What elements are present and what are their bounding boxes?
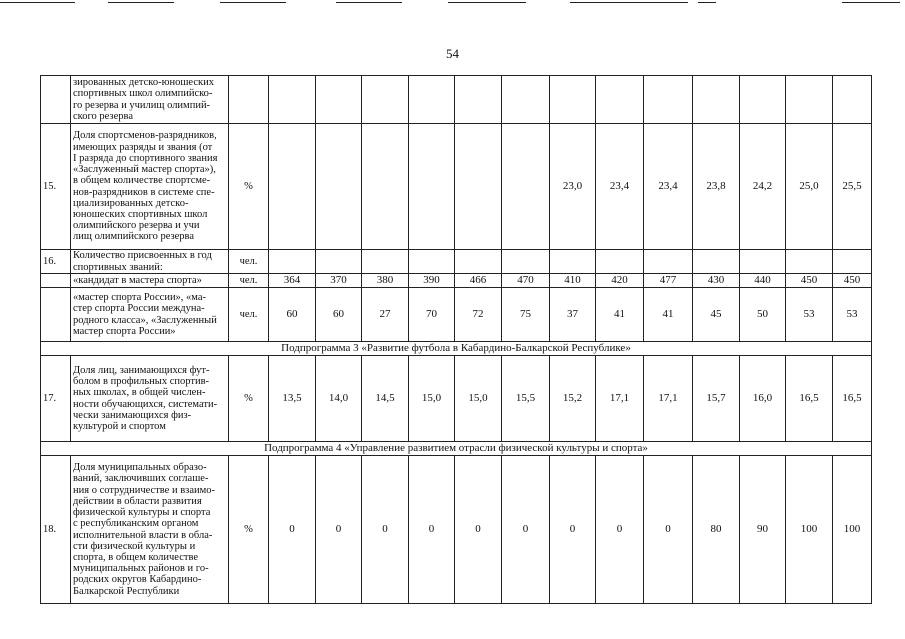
value-cell: 25,5 — [833, 124, 872, 250]
table-row — [41, 456, 872, 604]
value-cell — [316, 124, 362, 250]
value-cell — [550, 250, 596, 274]
unit-cell: % — [229, 124, 269, 250]
indicator-description: Доля муниципальных образо- ваний, заключивших соглаше- ния о сотрудничестве и взаимо- действии в области развития физической культуры и спорта с республиканским органом исполнительной власти в обла- сти физической культуры и спорта, в общем количестве муниципальных районов и го- родских округов Кабардино- Балкарской Республики — [71, 456, 229, 604]
value-cell: 15,0 — [409, 356, 455, 442]
value-cell: 17,1 — [596, 356, 644, 442]
value-cell: 75 — [502, 288, 550, 342]
table-row — [41, 250, 872, 274]
value-cell: 15,0 — [455, 356, 502, 442]
value-cell: 466 — [455, 274, 502, 288]
value-cell: 27 — [362, 288, 409, 342]
value-cell: 45 — [693, 288, 740, 342]
value-cell — [596, 76, 644, 124]
value-cell: 23,0 — [550, 124, 596, 250]
value-cell: 53 — [786, 288, 833, 342]
value-cell — [740, 250, 786, 274]
top-border-line — [698, 2, 716, 3]
top-border-line — [336, 2, 402, 3]
value-cell — [693, 250, 740, 274]
value-cell: 0 — [550, 456, 596, 604]
value-cell: 23,8 — [693, 124, 740, 250]
value-cell: 0 — [502, 456, 550, 604]
value-cell: 477 — [644, 274, 693, 288]
value-cell: 15,2 — [550, 356, 596, 442]
value-cell — [455, 124, 502, 250]
value-cell: 72 — [455, 288, 502, 342]
row-number — [41, 274, 71, 288]
subprogram-title: Подпрограмма 4 «Управление развитием отрасли физической культуры и спорта» — [41, 442, 872, 456]
value-cell: 16,5 — [833, 356, 872, 442]
table-row — [41, 274, 872, 288]
value-cell: 0 — [316, 456, 362, 604]
value-cell: 0 — [269, 456, 316, 604]
value-cell: 14,0 — [316, 356, 362, 442]
value-cell — [269, 250, 316, 274]
value-cell: 364 — [269, 274, 316, 288]
value-cell: 450 — [833, 274, 872, 288]
table-row — [41, 356, 872, 442]
value-cell: 60 — [269, 288, 316, 342]
value-cell — [409, 124, 455, 250]
top-border-line — [448, 2, 526, 3]
value-cell: 60 — [316, 288, 362, 342]
value-cell: 440 — [740, 274, 786, 288]
unit-cell: чел. — [229, 288, 269, 342]
indicator-description: Доля лиц, занимающихся фут- болом в профильных спортив- ных школах, в общей числен- ности обучающихся, системати- чески занимающихся физ- культурой и спортом — [71, 356, 229, 442]
subprogram-row — [41, 442, 872, 456]
value-cell: 17,1 — [644, 356, 693, 442]
value-cell — [502, 250, 550, 274]
top-border-line — [570, 2, 688, 3]
unit-cell: чел. — [229, 274, 269, 288]
unit-cell: % — [229, 356, 269, 442]
top-border-line — [108, 2, 174, 3]
value-cell: 25,0 — [786, 124, 833, 250]
top-border-line — [842, 2, 900, 3]
value-cell — [455, 76, 502, 124]
value-cell: 0 — [644, 456, 693, 604]
value-cell: 13,5 — [269, 356, 316, 442]
value-cell: 450 — [786, 274, 833, 288]
value-cell — [409, 250, 455, 274]
value-cell: 100 — [786, 456, 833, 604]
value-cell: 410 — [550, 274, 596, 288]
table-row — [41, 76, 872, 124]
row-number — [41, 288, 71, 342]
value-cell — [362, 250, 409, 274]
indicator-description: Количество присвоенных в год спортивных званий: — [71, 250, 229, 274]
value-cell: 50 — [740, 288, 786, 342]
value-cell: 41 — [644, 288, 693, 342]
value-cell — [316, 76, 362, 124]
value-cell: 15,7 — [693, 356, 740, 442]
indicator-description: «кандидат в мастера спорта» — [71, 274, 229, 288]
value-cell: 0 — [409, 456, 455, 604]
value-cell: 90 — [740, 456, 786, 604]
value-cell — [644, 250, 693, 274]
value-cell — [502, 76, 550, 124]
value-cell — [269, 76, 316, 124]
value-cell: 80 — [693, 456, 740, 604]
value-cell — [409, 76, 455, 124]
row-number: 16. — [41, 250, 71, 274]
value-cell: 420 — [596, 274, 644, 288]
value-cell: 100 — [833, 456, 872, 604]
unit-cell: % — [229, 456, 269, 604]
value-cell: 53 — [833, 288, 872, 342]
unit-cell — [229, 76, 269, 124]
value-cell: 380 — [362, 274, 409, 288]
value-cell: 390 — [409, 274, 455, 288]
value-cell: 16,5 — [786, 356, 833, 442]
value-cell — [362, 124, 409, 250]
value-cell: 14,5 — [362, 356, 409, 442]
value-cell: 0 — [596, 456, 644, 604]
indicators-table — [40, 75, 872, 604]
value-cell — [455, 250, 502, 274]
value-cell — [362, 76, 409, 124]
value-cell — [786, 76, 833, 124]
value-cell — [786, 250, 833, 274]
top-border-line — [0, 2, 75, 3]
value-cell — [502, 124, 550, 250]
value-cell: 24,2 — [740, 124, 786, 250]
value-cell: 470 — [502, 274, 550, 288]
row-number: 18. — [41, 456, 71, 604]
value-cell: 16,0 — [740, 356, 786, 442]
indicator-description: зированных детско-юношеских спортивных школ олимпийско- го резерва и училищ олимпий- ского резерва — [71, 76, 229, 124]
table-row — [41, 288, 872, 342]
value-cell — [644, 76, 693, 124]
subprogram-title: Подпрограмма 3 «Развитие футбола в Кабардино-Балкарской Республике» — [41, 342, 872, 356]
indicator-description: Доля спортсменов-разрядников, имеющих разряды и звания (от I разряда до спортивного звания «Заслуженный мастер спорта»), в общем количестве спортсме- нов-разрядников в системе спе- циализированных детско- юношеских спортивных школ олимпийского резерва и учи лищ олимпийского резерва — [71, 124, 229, 250]
value-cell: 70 — [409, 288, 455, 342]
value-cell: 0 — [455, 456, 502, 604]
value-cell — [693, 76, 740, 124]
value-cell: 23,4 — [644, 124, 693, 250]
top-border-line — [220, 2, 286, 3]
row-number — [41, 76, 71, 124]
value-cell — [269, 124, 316, 250]
value-cell — [550, 76, 596, 124]
row-number: 15. — [41, 124, 71, 250]
row-number: 17. — [41, 356, 71, 442]
value-cell: 23,4 — [596, 124, 644, 250]
table-row — [41, 124, 872, 250]
value-cell: 430 — [693, 274, 740, 288]
value-cell — [833, 76, 872, 124]
indicator-description: «мастер спорта России», «ма- стер спорта России междуна- родного класса», «Заслуженный мастер спорта России» — [71, 288, 229, 342]
value-cell — [833, 250, 872, 274]
subprogram-row — [41, 342, 872, 356]
value-cell: 370 — [316, 274, 362, 288]
value-cell: 37 — [550, 288, 596, 342]
value-cell — [740, 76, 786, 124]
value-cell: 41 — [596, 288, 644, 342]
value-cell: 15,5 — [502, 356, 550, 442]
value-cell: 0 — [362, 456, 409, 604]
value-cell — [316, 250, 362, 274]
unit-cell: чел. — [229, 250, 269, 274]
value-cell — [596, 250, 644, 274]
page-number: 54 — [446, 46, 459, 61]
